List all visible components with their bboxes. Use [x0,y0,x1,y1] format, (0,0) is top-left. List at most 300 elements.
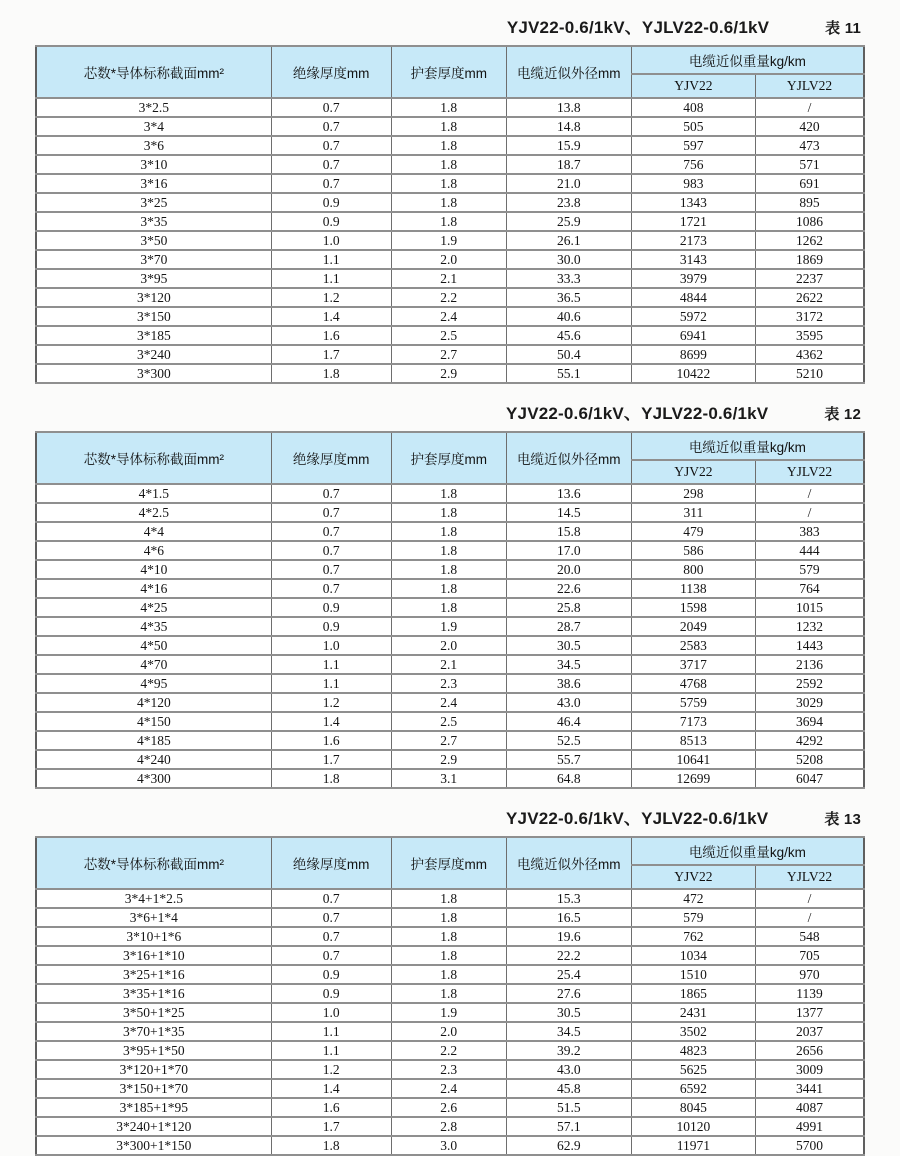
cell: 1.1 [271,250,391,269]
cell: 383 [755,522,864,541]
cell: / [755,503,864,522]
col-header-insulation: 绝缘厚度mm [271,432,391,484]
table-heading [35,13,865,38]
cell: 1.9 [391,617,506,636]
cell: 45.6 [506,326,631,345]
cell: 36.5 [506,288,631,307]
cell: 26.1 [506,231,631,250]
cell: 1.8 [391,927,506,946]
table-number-tag: 表 11 [825,20,861,37]
table-row [36,288,864,307]
cell: 2136 [755,655,864,674]
table-row [36,908,864,927]
cell: 2.5 [391,326,506,345]
cell: 10120 [631,1117,755,1136]
cell: 0.7 [271,927,391,946]
cell: 1139 [755,984,864,1003]
cell: 1.2 [271,693,391,712]
cell: 2.0 [391,1022,506,1041]
cell: 4*1.5 [36,484,271,503]
cell: 13.6 [506,484,631,503]
cell: 3*4+1*2.5 [36,889,271,908]
cell: 1869 [755,250,864,269]
cell: 2431 [631,1003,755,1022]
cell: 0.7 [271,541,391,560]
cell: 1510 [631,965,755,984]
cell: 2583 [631,636,755,655]
header-row [36,837,864,865]
cell: 1.4 [271,307,391,326]
cell: 579 [755,560,864,579]
cell: 3172 [755,307,864,326]
table-row [36,541,864,560]
cell: 4*120 [36,693,271,712]
cell: 3*6+1*4 [36,908,271,927]
table-row [36,307,864,326]
cell: 11971 [631,1136,755,1155]
cell: 3*10 [36,155,271,174]
cell: 4991 [755,1117,864,1136]
col-header-yjv22: YJV22 [631,865,755,889]
cell: 6941 [631,326,755,345]
cell: 1443 [755,636,864,655]
cell: 55.7 [506,750,631,769]
table-row [36,693,864,712]
cell: 1.1 [271,1022,391,1041]
cell: 1.2 [271,288,391,307]
cell: 3143 [631,250,755,269]
cell: 64.8 [506,769,631,788]
table-row [36,598,864,617]
cell: 27.6 [506,984,631,1003]
cell: 3*240+1*120 [36,1117,271,1136]
cell: 4768 [631,674,755,693]
cell: 571 [755,155,864,174]
cell: 0.7 [271,174,391,193]
cell: 1865 [631,984,755,1003]
cell: 1015 [755,598,864,617]
table-row [36,503,864,522]
table-section-12 [35,399,865,789]
cell: 1.8 [391,598,506,617]
cell: 970 [755,965,864,984]
col-header-diameter: 电缆近似外径mm [506,432,631,484]
cell: 19.6 [506,927,631,946]
cell: 4*4 [36,522,271,541]
cell: 14.8 [506,117,631,136]
col-header-weight-group: 电缆近似重量kg/km [631,432,864,460]
table-row [36,212,864,231]
cell: 5759 [631,693,755,712]
cell: 1.8 [391,174,506,193]
table-row [36,636,864,655]
cell: 3029 [755,693,864,712]
cell: 33.3 [506,269,631,288]
cell: 2.4 [391,693,506,712]
table-row [36,984,864,1003]
cell: 1.8 [271,364,391,383]
cell: 1.0 [271,636,391,655]
table-row [36,136,864,155]
cell: 2237 [755,269,864,288]
col-header-yjlv22: YJLV22 [755,865,864,889]
cell: 3*6 [36,136,271,155]
cell: 895 [755,193,864,212]
col-header-diameter: 电缆近似外径mm [506,837,631,889]
cell: 51.5 [506,1098,631,1117]
cell: 55.1 [506,364,631,383]
cell: 1.8 [391,541,506,560]
cell: 3*2.5 [36,98,271,117]
cell: 0.7 [271,155,391,174]
cell: 1.6 [271,326,391,345]
cell: 38.6 [506,674,631,693]
cell: 3*95+1*50 [36,1041,271,1060]
cell: 2.0 [391,250,506,269]
cell: 10422 [631,364,755,383]
cell: 1034 [631,946,755,965]
table-row [36,946,864,965]
cell: 1343 [631,193,755,212]
cell: 1.0 [271,1003,391,1022]
cell: 2656 [755,1041,864,1060]
cell: 3*4 [36,117,271,136]
cell: 1.9 [391,1003,506,1022]
cell: 1.1 [271,674,391,693]
cell: 4362 [755,345,864,364]
col-header-insulation: 绝缘厚度mm [271,46,391,98]
spec-table-12 [35,431,865,789]
cell: 3*25+1*16 [36,965,271,984]
cell: 28.7 [506,617,631,636]
cell: 2049 [631,617,755,636]
cell: 22.2 [506,946,631,965]
cell: 25.9 [506,212,631,231]
cell: 2.9 [391,750,506,769]
cell: 3.0 [391,1136,506,1155]
cell: 473 [755,136,864,155]
cell: 505 [631,117,755,136]
cell: 2.4 [391,1079,506,1098]
cell: 1.8 [391,212,506,231]
cell: 1.8 [391,503,506,522]
cell: 4*2.5 [36,503,271,522]
cell: 4292 [755,731,864,750]
cell: 3*35 [36,212,271,231]
cell: 5700 [755,1136,864,1155]
cell: 2.9 [391,364,506,383]
cell: 3*10+1*6 [36,927,271,946]
cell: 4*300 [36,769,271,788]
cell: 0.9 [271,617,391,636]
cell: 15.9 [506,136,631,155]
header-row [36,46,864,74]
cell: 0.7 [271,908,391,927]
cell: 34.5 [506,655,631,674]
cell: 2.3 [391,1060,506,1079]
cell: / [755,484,864,503]
table-title: YJV22-0.6/1kV、YJLV22-0.6/1kV [506,809,769,828]
cell: 756 [631,155,755,174]
cell: 15.8 [506,522,631,541]
cell: 23.8 [506,193,631,212]
cell: 472 [631,889,755,908]
col-header-yjlv22: YJLV22 [755,74,864,98]
cell: 3502 [631,1022,755,1041]
cell: 8699 [631,345,755,364]
cell: 1262 [755,231,864,250]
cell: 1.0 [271,231,391,250]
cell: 1377 [755,1003,864,1022]
cell: 764 [755,579,864,598]
cell: 1.8 [391,946,506,965]
cell: 983 [631,174,755,193]
cell: 3*120 [36,288,271,307]
cell: 45.8 [506,1079,631,1098]
table-row [36,484,864,503]
cell: 4844 [631,288,755,307]
cell: 52.5 [506,731,631,750]
cell: 3*70 [36,250,271,269]
cell: 1.4 [271,712,391,731]
cell: 1721 [631,212,755,231]
table-row [36,364,864,383]
table-row [36,731,864,750]
cell: 39.2 [506,1041,631,1060]
cell: 30.0 [506,250,631,269]
table-row [36,117,864,136]
cell: 6592 [631,1079,755,1098]
cell: 1.8 [391,560,506,579]
cell: 1.2 [271,1060,391,1079]
table-row [36,927,864,946]
cell: 3*70+1*35 [36,1022,271,1041]
table-title: YJV22-0.6/1kV、YJLV22-0.6/1kV [506,404,769,423]
cell: 298 [631,484,755,503]
cell: 8045 [631,1098,755,1117]
cell: 8513 [631,731,755,750]
cell: 1.8 [391,155,506,174]
table-row [36,522,864,541]
cell: 2.7 [391,345,506,364]
cell: 1.8 [391,98,506,117]
cell: 0.9 [271,598,391,617]
cell: 691 [755,174,864,193]
table-title: YJV22-0.6/1kV、YJLV22-0.6/1kV [506,18,770,37]
cell: 21.0 [506,174,631,193]
spec-table-11 [35,45,865,384]
table-body [36,98,864,383]
table-row [36,98,864,117]
cell: 1.8 [391,117,506,136]
cell: 3*50+1*25 [36,1003,271,1022]
cell: 46.4 [506,712,631,731]
cell: 1.8 [391,889,506,908]
cell: 7173 [631,712,755,731]
col-header-yjv22: YJV22 [631,74,755,98]
table-row [36,345,864,364]
cell: 548 [755,927,864,946]
table-row [36,560,864,579]
cell: 1.1 [271,655,391,674]
cell: 62.9 [506,1136,631,1155]
cell: 6047 [755,769,864,788]
cell: 2.8 [391,1117,506,1136]
cell: 5210 [755,364,864,383]
cell: 3009 [755,1060,864,1079]
cell: 762 [631,927,755,946]
cell: 1.4 [271,1079,391,1098]
cell: 3*50 [36,231,271,250]
cell: 17.0 [506,541,631,560]
cell: 13.8 [506,98,631,117]
cell: 1.8 [391,579,506,598]
col-header-sheath: 护套厚度mm [391,46,506,98]
cell: 2.7 [391,731,506,750]
cell: 2592 [755,674,864,693]
cell: 1.8 [391,965,506,984]
table-row [36,579,864,598]
cell: 20.0 [506,560,631,579]
table-row [36,655,864,674]
cell: 1.8 [391,136,506,155]
cell: 3*95 [36,269,271,288]
col-header-cross-section: 芯数*导体标称截面mm² [36,432,271,484]
cell: 579 [631,908,755,927]
cell: 4087 [755,1098,864,1117]
cell: 1.8 [391,984,506,1003]
cell: / [755,98,864,117]
cell: 0.9 [271,193,391,212]
cell: 3*25 [36,193,271,212]
cell: 2.4 [391,307,506,326]
table-heading [35,399,865,424]
cell: 3*185+1*95 [36,1098,271,1117]
cell: 3694 [755,712,864,731]
cell: 2.1 [391,269,506,288]
table-row [36,231,864,250]
cell: 4*150 [36,712,271,731]
cell: 1.7 [271,345,391,364]
cell: 25.8 [506,598,631,617]
cell: 3*300 [36,364,271,383]
cell: 43.0 [506,1060,631,1079]
cell: 3979 [631,269,755,288]
cell: 4*16 [36,579,271,598]
cell: 0.7 [271,503,391,522]
cell: 2037 [755,1022,864,1041]
cell: 0.9 [271,984,391,1003]
cell: / [755,908,864,927]
cell: 4*10 [36,560,271,579]
cell: 1.8 [391,522,506,541]
table-row [36,250,864,269]
spec-table-13 [35,836,865,1156]
cell: 0.7 [271,98,391,117]
cell: 0.7 [271,484,391,503]
cell: 3*150+1*70 [36,1079,271,1098]
table-body [36,484,864,788]
cell: 597 [631,136,755,155]
cell: 0.7 [271,560,391,579]
cell: 1.6 [271,731,391,750]
cell: 1.8 [391,193,506,212]
table-section-13 [35,804,865,1156]
cell: 408 [631,98,755,117]
cell: 0.7 [271,117,391,136]
cell: 2.6 [391,1098,506,1117]
table-row [36,326,864,345]
cell: 1.1 [271,269,391,288]
cell: 34.5 [506,1022,631,1041]
table-row [36,269,864,288]
table-number-tag: 表 12 [824,406,861,423]
table-number-tag: 表 13 [824,811,861,828]
cell: 50.4 [506,345,631,364]
col-header-cross-section: 芯数*导体标称截面mm² [36,46,271,98]
cell: 16.5 [506,908,631,927]
cell: 2.0 [391,636,506,655]
col-header-yjlv22: YJLV22 [755,460,864,484]
cell: 1.7 [271,750,391,769]
cell: 0.7 [271,946,391,965]
cell: 1.8 [391,908,506,927]
cell: 4*70 [36,655,271,674]
cell: 43.0 [506,693,631,712]
cell: 3441 [755,1079,864,1098]
col-header-weight-group: 电缆近似重量kg/km [631,46,864,74]
cell: 4*6 [36,541,271,560]
cell: 586 [631,541,755,560]
cell: 1.8 [271,769,391,788]
table-row [36,750,864,769]
cell: 5625 [631,1060,755,1079]
cell: 3*185 [36,326,271,345]
cell: 1232 [755,617,864,636]
cell: 1.9 [391,231,506,250]
table-row [36,1117,864,1136]
cell: 4*35 [36,617,271,636]
cell: 3*150 [36,307,271,326]
cell: 444 [755,541,864,560]
table-section-11 [35,13,865,384]
cell: 0.7 [271,522,391,541]
cell: 3717 [631,655,755,674]
cell: 1086 [755,212,864,231]
col-header-insulation: 绝缘厚度mm [271,837,391,889]
cell: 1598 [631,598,755,617]
table-body [36,889,864,1155]
cell: 3*35+1*16 [36,984,271,1003]
cell: 3*240 [36,345,271,364]
table-row [36,1041,864,1060]
table-row [36,712,864,731]
cell: 1138 [631,579,755,598]
table-row [36,965,864,984]
cell: 2173 [631,231,755,250]
cell: 2.2 [391,1041,506,1060]
cell: 0.9 [271,212,391,231]
table-row [36,174,864,193]
cell: 2.1 [391,655,506,674]
cell: 4*185 [36,731,271,750]
table-row [36,155,864,174]
cell: 2.5 [391,712,506,731]
table-row [36,769,864,788]
cell: 1.8 [391,484,506,503]
cell: 14.5 [506,503,631,522]
cell: 12699 [631,769,755,788]
